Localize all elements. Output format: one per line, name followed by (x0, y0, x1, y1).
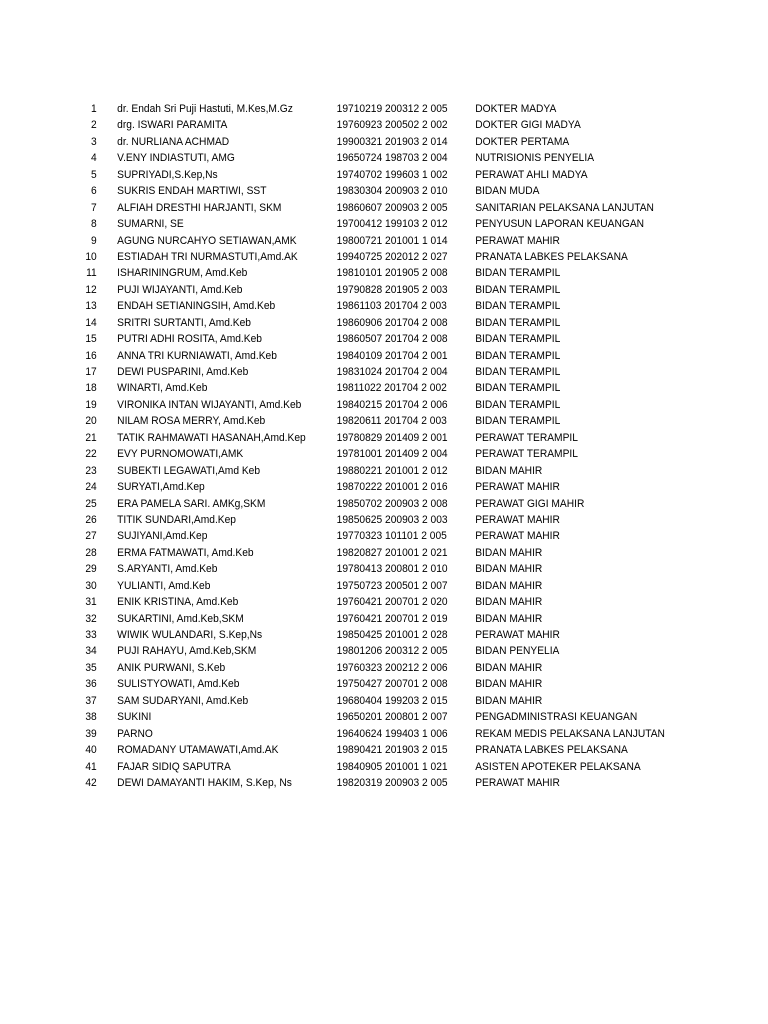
employee-name: SULISTYOWATI, Amd.Keb (117, 678, 240, 691)
row-number: 15 (85, 333, 97, 346)
table-row (0, 446, 714, 462)
employee-nip: 19840215 201704 2 006 (336, 398, 448, 411)
table-row (0, 578, 714, 594)
employee-nip: 19860507 201704 2 008 (336, 333, 448, 346)
row-number: 24 (85, 481, 97, 494)
row-number: 42 (85, 776, 97, 789)
employee-nip: 19840109 201704 2 001 (336, 349, 448, 362)
table-row (0, 134, 714, 150)
employee-position: BIDAN MAHIR (475, 612, 543, 625)
row-number: 31 (85, 596, 97, 609)
employee-position: BIDAN TERAMPIL (475, 267, 561, 280)
employee-position: BIDAN TERAMPIL (475, 366, 561, 378)
employee-nip: 19800721 201001 1 014 (336, 234, 448, 247)
employee-nip: 19680404 199203 2 015 (336, 694, 448, 707)
table-row (0, 693, 714, 709)
employee-position: BIDAN TERAMPIL (475, 333, 561, 346)
employee-nip: 19760421 200701 2 019 (336, 612, 448, 625)
table-row (0, 479, 714, 495)
employee-position: PERAWAT MAHIR (475, 776, 560, 789)
row-number: 9 (91, 234, 97, 247)
employee-name: PUTRI ADHI ROSITA, Amd.Keb (117, 333, 262, 346)
table-row (0, 331, 714, 347)
row-number: 8 (91, 218, 97, 231)
table-row (0, 200, 714, 216)
employee-name: PUJI WIJAYANTI, Amd.Keb (117, 283, 243, 296)
employee-name: ROMADANY UTAMAWATI,Amd.AK (117, 744, 279, 757)
employee-name: ENIK KRISTINA, Amd.Keb (117, 596, 239, 609)
employee-position: BIDAN MAHIR (475, 563, 543, 576)
employee-position: BIDAN MAHIR (475, 579, 543, 592)
employee-nip: 19820611 201704 2 003 (336, 415, 447, 428)
employee-nip: 19750427 200701 2 008 (336, 678, 448, 691)
table-row (0, 282, 714, 298)
employee-position: BIDAN MAHIR (475, 596, 543, 609)
employee-nip: 19760923 200502 2 002 (336, 119, 448, 132)
employee-nip: 19831024 201704 2 004 (336, 366, 448, 378)
employee-name: NILAM ROSA MERRY, Amd.Keb (117, 415, 266, 428)
row-number: 35 (85, 661, 97, 674)
employee-position: BIDAN MAHIR (475, 464, 543, 477)
employee-name: SUKRIS ENDAH MARTIWI, SST (117, 185, 267, 198)
employee-nip: 19820827 201001 2 021 (336, 546, 448, 559)
employee-name: FAJAR SIDIQ SAPUTRA (117, 760, 231, 773)
employee-name: ESTIADAH TRI NURMASTUTI,Amd.AK (117, 250, 298, 263)
table-row (0, 660, 714, 676)
employee-position: BIDAN TERAMPIL (475, 382, 561, 395)
row-number: 27 (85, 530, 97, 543)
row-number: 37 (85, 694, 97, 707)
table-row (0, 775, 714, 791)
employee-nip: 19850625 200903 2 003 (336, 513, 448, 526)
employee-position: PERAWAT TERAMPIL (475, 448, 578, 461)
row-number: 16 (85, 349, 97, 362)
employee-name: DEWI DAMAYANTI HAKIM, S.Kep, Ns (117, 776, 292, 789)
employee-nip: 19760421 200701 2 020 (336, 596, 448, 609)
employee-position: PRANATA LABKES PELAKSANA (475, 744, 628, 757)
employee-position: PERAWAT TERAMPIL (475, 431, 578, 444)
employee-position: BIDAN TERAMPIL (475, 398, 561, 411)
employee-position: SANITARIAN PELAKSANA LANJUTAN (475, 201, 654, 214)
employee-nip: 19850425 201001 2 028 (336, 629, 448, 641)
table-row (0, 183, 714, 199)
table-row (0, 265, 714, 281)
table-row (0, 709, 714, 725)
row-number: 4 (91, 152, 97, 165)
employee-position: BIDAN MAHIR (475, 546, 543, 559)
employee-name: SUKARTINI, Amd.Keb,SKM (117, 612, 244, 625)
table-row (0, 364, 714, 380)
table-row (0, 759, 714, 775)
row-number: 10 (85, 250, 97, 263)
table-row (0, 380, 714, 396)
employee-name: ANIK PURWANI, S.Keb (117, 661, 226, 674)
table-row (0, 528, 714, 544)
table-row (0, 726, 714, 742)
employee-nip: 19810101 201905 2 008 (336, 267, 448, 280)
table-row (0, 496, 714, 512)
row-number: 13 (85, 300, 97, 313)
employee-nip: 19811022 201704 2 002 (336, 382, 447, 395)
row-number: 2 (91, 119, 97, 132)
table-row (0, 627, 714, 643)
employee-nip: 19781001 201409 2 004 (336, 448, 448, 461)
employee-name: dr. Endah Sri Puji Hastuti, M.Kes,M.Gz (117, 103, 293, 115)
employee-nip: 19900321 201903 2 014 (336, 135, 448, 148)
employee-position: PENGADMINISTRASI KEUANGAN (475, 711, 638, 724)
row-number: 30 (85, 579, 97, 592)
row-number: 23 (85, 464, 97, 477)
employee-position: BIDAN PENYELIA (475, 645, 560, 658)
table-row (0, 233, 714, 249)
employee-name: S.ARYANTI, Amd.Keb (117, 563, 218, 576)
row-number: 33 (85, 629, 97, 641)
employee-position: BIDAN TERAMPIL (475, 415, 561, 428)
row-number: 21 (85, 431, 97, 444)
employee-name: PARNO (117, 727, 153, 740)
employee-nip: 19801206 200312 2 005 (336, 645, 448, 658)
row-number: 17 (85, 366, 97, 378)
employee-name: SUKINI (117, 711, 152, 724)
employee-name: SRITRI SURTANTI, Amd.Keb (117, 316, 251, 329)
employee-nip: 19760323 200212 2 006 (336, 661, 448, 674)
table-row (0, 348, 714, 364)
employee-name: PUJI RAHAYU, Amd.Keb,SKM (117, 645, 257, 658)
employee-name: ANNA TRI KURNIAWATI, Amd.Keb (117, 349, 277, 362)
table-row (0, 397, 714, 413)
employee-position: PERAWAT MAHIR (475, 481, 560, 494)
employee-name: SURYATI,Amd.Kep (117, 481, 205, 494)
employee-nip: 19650201 200801 2 007 (336, 711, 448, 724)
employee-position: PERAWAT MAHIR (475, 513, 560, 526)
employee-name: ISHARININGRUM, Amd.Keb (117, 267, 248, 280)
employee-position: REKAM MEDIS PELAKSANA LANJUTAN (475, 727, 665, 740)
employee-position: NUTRISIONIS PENYELIA (475, 152, 595, 165)
employee-nip: 19880221 201001 2 012 (336, 464, 448, 477)
employee-position: BIDAN MUDA (475, 185, 540, 198)
employee-name: ALFIAH DRESTHI HARJANTI, SKM (117, 201, 282, 214)
employee-nip: 19700412 199103 2 012 (336, 218, 448, 231)
employee-position: PERAWAT MAHIR (475, 234, 560, 247)
row-number: 22 (85, 448, 97, 461)
employee-position: PERAWAT AHLI MADYA (475, 168, 588, 181)
employee-name: WIWIK WULANDARI, S.Kep,Ns (117, 629, 263, 641)
employee-position: PENYUSUN LAPORAN KEUANGAN (475, 218, 645, 231)
employee-name: drg. ISWARI PARAMITA (117, 119, 228, 132)
row-number: 12 (85, 283, 97, 296)
employee-nip: 19830304 200903 2 010 (336, 185, 448, 198)
employee-nip: 19710219 200312 2 005 (336, 103, 448, 115)
row-number: 28 (85, 546, 97, 559)
row-number: 5 (91, 168, 97, 181)
row-number: 40 (85, 744, 97, 757)
table-row (0, 150, 714, 166)
employee-name: EVY PURNOMOWATI,AMK (117, 448, 244, 461)
table-row (0, 676, 714, 692)
employee-name: ERMA FATMAWATI, Amd.Keb (117, 546, 254, 559)
employee-name: VIRONIKA INTAN WIJAYANTI, Amd.Keb (117, 398, 302, 411)
table-row (0, 298, 714, 314)
row-number: 41 (85, 760, 97, 773)
row-number: 11 (86, 267, 97, 280)
employee-position: BIDAN TERAMPIL (475, 349, 561, 362)
table-row (0, 167, 714, 183)
row-number: 39 (85, 727, 97, 740)
employee-nip: 19850702 200903 2 008 (336, 497, 448, 510)
row-number: 25 (85, 497, 97, 510)
employee-nip: 19650724 198703 2 004 (336, 152, 448, 165)
employee-name: SAM SUDARYANI, Amd.Keb (117, 694, 249, 707)
row-number: 32 (85, 612, 97, 625)
employee-position: BIDAN MAHIR (475, 694, 543, 707)
employee-nip: 19770323 101101 2 005 (336, 530, 447, 543)
table-row (0, 315, 714, 331)
employee-nip: 19860906 201704 2 008 (336, 316, 448, 329)
row-number: 18 (85, 382, 97, 395)
employee-nip: 19640624 199403 1 006 (336, 727, 448, 740)
table-row (0, 643, 714, 659)
table-row (0, 216, 714, 232)
row-number: 19 (85, 398, 97, 411)
employee-nip: 19780413 200801 2 010 (336, 563, 448, 576)
table-row (0, 594, 714, 610)
employee-name: YULIANTI, Amd.Keb (117, 579, 211, 592)
employee-position: PRANATA LABKES PELAKSANA (475, 250, 628, 263)
employee-name: WINARTI, Amd.Keb (117, 382, 208, 395)
employee-name: SUPRIYADI,S.Kep,Ns (117, 168, 218, 181)
row-number: 6 (91, 185, 97, 198)
row-number: 7 (91, 201, 97, 214)
table-row (0, 611, 714, 627)
table-row (0, 463, 714, 479)
employee-nip: 19870222 201001 2 016 (336, 481, 448, 494)
employee-name: ENDAH SETIANINGSIH, Amd.Keb (117, 300, 276, 313)
employee-name: SUBEKTI LEGAWATI,Amd Keb (117, 464, 261, 477)
table-row (0, 545, 714, 561)
employee-position: BIDAN TERAMPIL (475, 283, 561, 296)
employee-position: BIDAN MAHIR (475, 661, 543, 674)
employee-position: PERAWAT MAHIR (475, 629, 560, 641)
employee-position: PERAWAT MAHIR (475, 530, 560, 543)
employee-nip: 19820319 200903 2 005 (336, 776, 448, 789)
employee-nip: 19750723 200501 2 007 (336, 579, 448, 592)
employee-position: PERAWAT GIGI MAHIR (475, 497, 585, 510)
employee-name: TATIK RAHMAWATI HASANAH,Amd.Kep (117, 431, 306, 444)
employee-position: BIDAN MAHIR (475, 678, 543, 691)
row-number: 14 (85, 316, 97, 329)
employee-nip: 19940725 202012 2 027 (336, 250, 448, 263)
employee-position: ASISTEN APOTEKER PELAKSANA (475, 760, 641, 773)
employee-name: SUMARNI, SE (117, 218, 184, 231)
employee-position: BIDAN TERAMPIL (475, 300, 561, 313)
row-number: 20 (85, 415, 97, 428)
employee-nip: 19861103 201704 2 003 (336, 300, 447, 313)
employee-nip: 19860607 200903 2 005 (336, 201, 448, 214)
employee-name: TITIK SUNDARI,Amd.Kep (117, 513, 237, 526)
employee-position: BIDAN TERAMPIL (475, 316, 561, 329)
table-row (0, 561, 714, 577)
employee-nip: 19790828 201905 2 003 (336, 283, 448, 296)
row-number: 29 (85, 563, 97, 576)
employee-position: DOKTER GIGI MADYA (475, 119, 581, 132)
row-number: 3 (91, 135, 97, 148)
table-row (0, 101, 714, 117)
table-row (0, 430, 714, 446)
row-number: 1 (91, 103, 97, 115)
row-number: 36 (85, 678, 97, 691)
employee-name: SUJIYANI,Amd.Kep (117, 530, 208, 543)
table-row (0, 742, 714, 758)
employee-name: V.ENY INDIASTUTI, AMG (117, 152, 235, 165)
employee-nip: 19840905 201001 1 021 (336, 760, 448, 773)
row-number: 38 (85, 711, 97, 724)
employee-name: dr. NURLIANA ACHMAD (117, 135, 230, 148)
employee-nip: 19740702 199603 1 002 (336, 168, 448, 181)
employee-name: DEWI PUSPARINI, Amd.Keb (117, 366, 249, 378)
employee-position: DOKTER PERTAMA (475, 135, 570, 148)
staff-table (0, 101, 768, 791)
table-row (0, 249, 714, 265)
employee-name: ERA PAMELA SARI. AMKg,SKM (117, 497, 266, 510)
table-row (0, 117, 714, 133)
row-number: 26 (85, 513, 97, 526)
row-number: 34 (85, 645, 97, 658)
employee-nip: 19890421 201903 2 015 (336, 744, 448, 757)
table-row (0, 512, 714, 528)
employee-nip: 19780829 201409 2 001 (336, 431, 448, 444)
table-row (0, 413, 714, 429)
employee-position: DOKTER MADYA (475, 103, 557, 115)
employee-name: AGUNG NURCAHYO SETIAWAN,AMK (117, 234, 297, 247)
